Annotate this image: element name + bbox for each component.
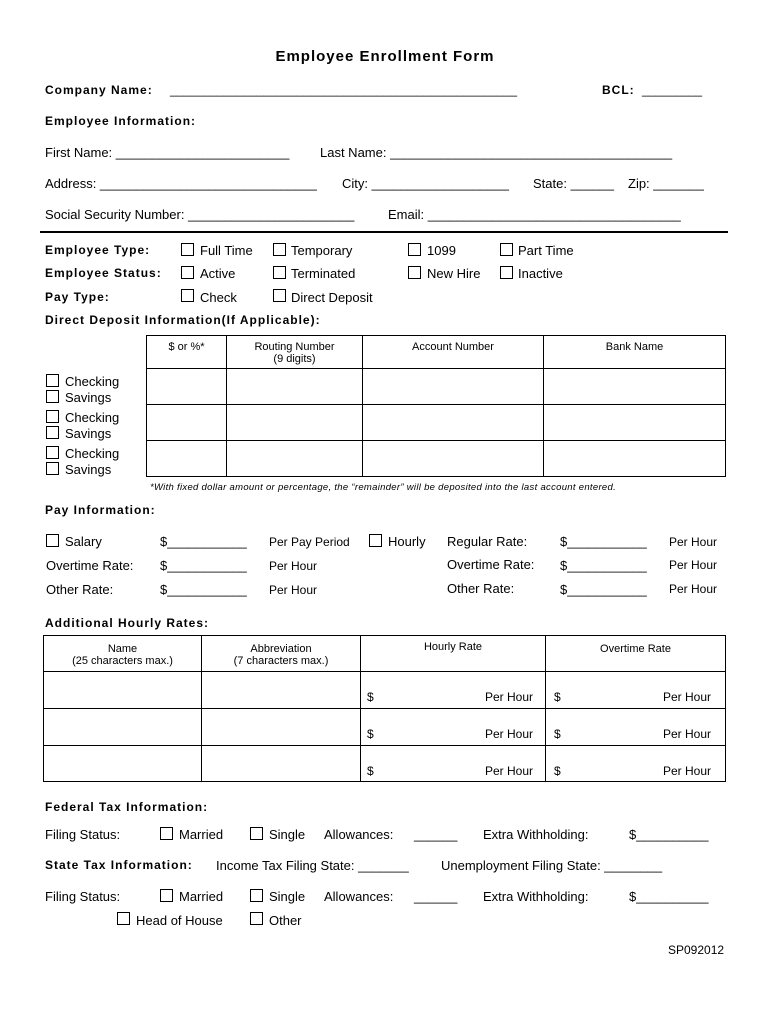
regular-rate-label: Regular Rate: xyxy=(447,534,528,549)
federal-extra-withholding-label: Extra Withholding: xyxy=(483,827,589,842)
state-tax-heading: State Tax Information: xyxy=(45,858,193,872)
checking-checkbox-3[interactable] xyxy=(46,446,59,459)
savings-label-2: Savings xyxy=(65,426,112,441)
dd-cell[interactable] xyxy=(544,405,726,441)
hourly-rate-cell[interactable] xyxy=(361,672,546,709)
income-tax-state-field[interactable]: Income Tax Filing State: _______ xyxy=(216,858,409,873)
employee-type-label: Employee Type: xyxy=(45,243,151,257)
form-code: SP092012 xyxy=(668,943,725,957)
active-label: Active xyxy=(200,266,236,281)
full-time-label: Full Time xyxy=(200,243,253,258)
overtime-rate-field-2[interactable]: $___________ xyxy=(560,558,647,573)
overtime-rate-field[interactable]: $___________ xyxy=(160,558,247,573)
dd-cell[interactable] xyxy=(147,441,227,477)
pay-info-heading: Pay Information: xyxy=(45,503,156,517)
col-hourly-rate: Hourly Rate xyxy=(361,636,546,672)
per-hour-label: Per Hour xyxy=(669,535,718,549)
overtime-rate-label-2: Overtime Rate: xyxy=(447,557,535,572)
per-hour-label: Per Hour xyxy=(269,583,318,597)
checking-label-2: Checking xyxy=(65,410,120,425)
col-routing-number xyxy=(227,336,363,369)
rate-name-cell[interactable] xyxy=(44,746,202,782)
regular-rate-field[interactable]: $___________ xyxy=(560,534,647,549)
dd-cell[interactable] xyxy=(363,369,544,405)
federal-extra-withholding-field[interactable]: $__________ xyxy=(629,827,709,842)
dd-cell[interactable] xyxy=(544,441,726,477)
federal-single-checkbox[interactable] xyxy=(250,827,263,840)
col-overtime-rate: Overtime Rate xyxy=(546,636,726,672)
1099-checkbox[interactable] xyxy=(408,243,421,256)
terminated-checkbox[interactable] xyxy=(273,266,286,279)
unemployment-state-field[interactable]: Unemployment Filing State: ________ xyxy=(441,858,663,873)
col-abbreviation xyxy=(202,636,361,672)
section-divider xyxy=(40,231,728,233)
savings-checkbox-3[interactable] xyxy=(46,462,59,475)
hourly-rate-cell[interactable] xyxy=(361,709,546,746)
new-hire-label: New Hire xyxy=(427,266,481,281)
rate-name-cell[interactable] xyxy=(44,709,202,746)
temporary-checkbox[interactable] xyxy=(273,243,286,256)
state-married-label: Married xyxy=(179,889,224,904)
active-checkbox[interactable] xyxy=(181,266,194,279)
bcl-field[interactable]: _________ xyxy=(642,83,703,97)
col-name-label: Name xyxy=(107,643,138,655)
ssn-field[interactable]: Social Security Number: _______________________ xyxy=(45,207,355,222)
other-rate-field[interactable]: $___________ xyxy=(160,582,247,597)
company-name-label: Company Name: xyxy=(45,83,153,97)
other-status-label: Other xyxy=(269,913,302,928)
dd-cell[interactable] xyxy=(227,369,363,405)
head-of-house-checkbox[interactable] xyxy=(117,912,130,925)
federal-tax-heading: Federal Tax Information: xyxy=(45,800,209,814)
direct-deposit-table xyxy=(146,335,726,477)
col-name-sub: (25 characters max.) xyxy=(72,655,173,667)
federal-married-label: Married xyxy=(179,827,224,842)
federal-filing-status-label: Filing Status: xyxy=(45,827,121,842)
federal-allowances-label: Allowances: xyxy=(324,827,394,842)
per-hour-label: Per Hour xyxy=(662,690,711,704)
dollar-sign: $ xyxy=(554,727,561,741)
state-extra-withholding-label: Extra Withholding: xyxy=(483,889,589,904)
inactive-label: Inactive xyxy=(518,266,563,281)
per-hour-label: Per Hour xyxy=(662,727,711,741)
state-married-checkbox[interactable] xyxy=(160,889,173,902)
checking-checkbox-1[interactable] xyxy=(46,374,59,387)
dollar-sign: $ xyxy=(367,764,374,778)
other-rate-label-2: Other Rate: xyxy=(447,581,515,596)
email-field[interactable]: Email: ___________________________________ xyxy=(388,207,681,222)
other-rate-label: Other Rate: xyxy=(46,582,114,597)
temporary-label: Temporary xyxy=(291,243,353,258)
per-hour-label: Per Hour xyxy=(662,764,711,778)
salary-checkbox[interactable] xyxy=(46,534,59,547)
checking-label-3: Checking xyxy=(65,446,120,461)
1099-label: 1099 xyxy=(427,243,456,258)
company-name-field[interactable]: ____________________________________________________ xyxy=(170,83,518,97)
part-time-checkbox[interactable] xyxy=(500,243,513,256)
dollar-sign: $ xyxy=(554,690,561,704)
overtime-rate-cell[interactable] xyxy=(546,672,726,709)
federal-single-label: Single xyxy=(269,827,306,842)
dd-cell[interactable] xyxy=(363,441,544,477)
savings-label-3: Savings xyxy=(65,462,112,477)
full-time-checkbox[interactable] xyxy=(181,243,194,256)
hourly-rate-cell[interactable] xyxy=(361,746,546,782)
overtime-rate-cell[interactable] xyxy=(546,709,726,746)
salary-amount-field[interactable]: $___________ xyxy=(160,534,247,549)
city-field[interactable]: City: ___________________ xyxy=(342,176,509,191)
state-single-checkbox[interactable] xyxy=(250,889,263,902)
pay-type-label: Pay Type: xyxy=(45,290,110,304)
dd-cell[interactable] xyxy=(147,369,227,405)
per-hour-label: Per Hour xyxy=(669,582,718,596)
page-title: Employee Enrollment Form xyxy=(275,48,495,65)
rate-abbrev-cell[interactable] xyxy=(202,709,361,746)
dollar-sign: $ xyxy=(367,727,374,741)
direct-deposit-heading: Direct Deposit Information(If Applicable): xyxy=(45,313,321,327)
dd-cell[interactable] xyxy=(544,369,726,405)
other-rate-field-2[interactable]: $___________ xyxy=(560,582,647,597)
checking-checkbox-2[interactable] xyxy=(46,410,59,423)
state-allowances-field[interactable]: ______ xyxy=(414,889,458,904)
per-hour-label: Per Hour xyxy=(669,558,718,572)
salary-label: Salary xyxy=(65,534,102,549)
col-abbreviation-sub: (7 characters max.) xyxy=(233,655,329,667)
per-hour-label: Per Hour xyxy=(269,559,318,573)
routing-number-sub: (9 digits) xyxy=(273,353,316,365)
bcl-label: BCL: xyxy=(602,83,635,97)
per-hour-label: Per Hour xyxy=(484,764,533,778)
hourly-label: Hourly xyxy=(388,534,426,549)
dd-cell[interactable] xyxy=(227,405,363,441)
last-name-field[interactable]: Last Name: _______________________________________ xyxy=(320,145,673,160)
state-filing-status-label: Filing Status: xyxy=(45,889,121,904)
head-of-house-label: Head of House xyxy=(136,913,223,928)
state-single-label: Single xyxy=(269,889,306,904)
rate-abbrev-cell[interactable] xyxy=(202,746,361,782)
terminated-label: Terminated xyxy=(291,266,356,281)
dollar-sign: $ xyxy=(367,690,374,704)
additional-rates-heading: Additional Hourly Rates: xyxy=(45,616,210,630)
col-account-number: Account Number xyxy=(363,336,544,369)
address-field[interactable]: Address: ______________________________ xyxy=(45,176,317,191)
other-status-checkbox[interactable] xyxy=(250,912,263,925)
overtime-rate-cell[interactable] xyxy=(546,746,726,782)
new-hire-checkbox[interactable] xyxy=(408,266,421,279)
checking-label-1: Checking xyxy=(65,374,120,389)
direct-deposit-checkbox[interactable] xyxy=(273,289,286,302)
col-abbreviation-label: Abbreviation xyxy=(250,643,312,655)
check-checkbox[interactable] xyxy=(181,289,194,302)
federal-married-checkbox[interactable] xyxy=(160,827,173,840)
rate-name-cell[interactable] xyxy=(44,672,202,709)
dollar-sign: $ xyxy=(554,764,561,778)
savings-checkbox-1[interactable] xyxy=(46,390,59,403)
savings-checkbox-2[interactable] xyxy=(46,426,59,439)
check-label: Check xyxy=(200,290,237,305)
savings-label-1: Savings xyxy=(65,390,112,405)
part-time-label: Part Time xyxy=(518,243,574,258)
state-extra-withholding-field[interactable]: $__________ xyxy=(629,889,709,904)
state-field[interactable]: State: ______ xyxy=(533,176,614,191)
additional-rates-table xyxy=(43,635,726,782)
routing-number-label: Routing Number xyxy=(254,341,335,353)
employee-status-label: Employee Status: xyxy=(45,266,162,280)
inactive-checkbox[interactable] xyxy=(500,266,513,279)
dd-cell[interactable] xyxy=(147,405,227,441)
dd-cell[interactable] xyxy=(363,405,544,441)
hourly-checkbox[interactable] xyxy=(369,534,382,547)
zip-field[interactable]: Zip: _______ xyxy=(628,176,704,191)
employee-info-heading: Employee Information: xyxy=(45,114,197,128)
col-name xyxy=(44,636,202,672)
dd-cell[interactable] xyxy=(227,441,363,477)
per-pay-period-label: Per Pay Period xyxy=(269,535,350,549)
direct-deposit-footnote: *With fixed dollar amount or percentage, the “remainder” will be deposited into the last account entered. xyxy=(150,482,617,493)
federal-allowances-field[interactable]: ______ xyxy=(414,827,458,842)
col-bank-name: Bank Name xyxy=(544,336,726,369)
rate-abbrev-cell[interactable] xyxy=(202,672,361,709)
direct-deposit-label: Direct Deposit xyxy=(291,290,373,305)
first-name-field[interactable]: First Name: ________________________ xyxy=(45,145,290,160)
overtime-rate-label: Overtime Rate: xyxy=(46,558,134,573)
col-dollar-percent: $ or %* xyxy=(147,336,227,369)
per-hour-label: Per Hour xyxy=(484,690,533,704)
per-hour-label: Per Hour xyxy=(484,727,533,741)
state-allowances-label: Allowances: xyxy=(324,889,394,904)
